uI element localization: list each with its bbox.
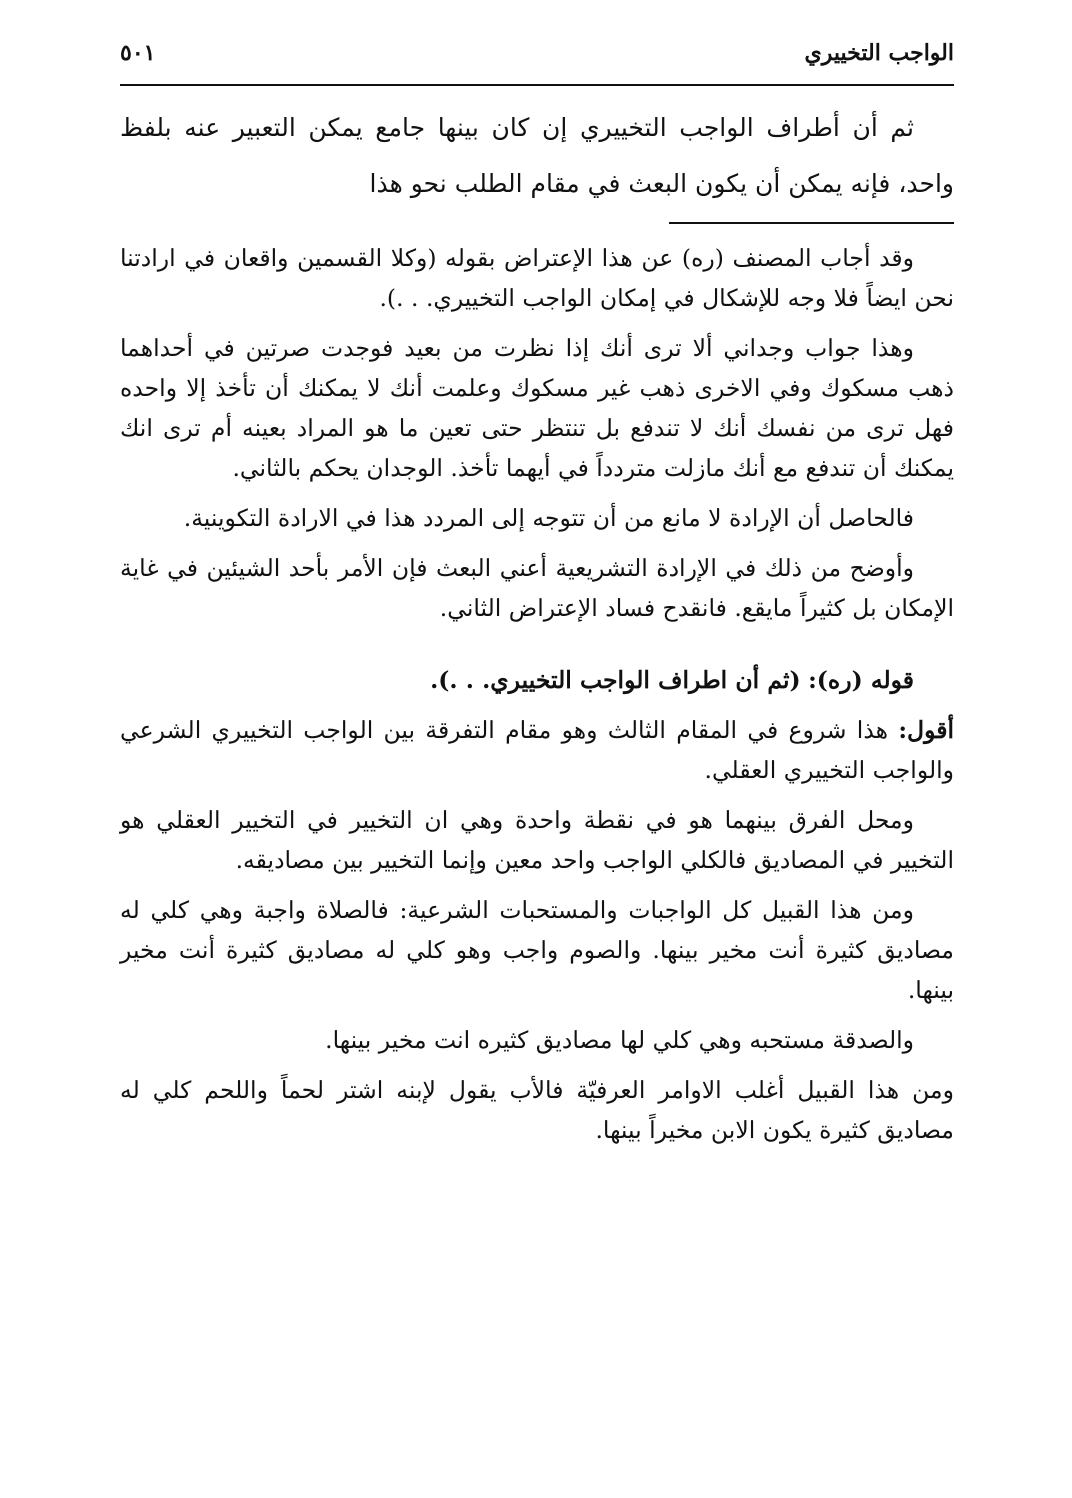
footnote-paragraph: ومن هذا القبيل كل الواجبات والمستحبات الشرعية: فالصلاة واجبة وهي كلي له مصاديق كثيرة أنت مخير بينها. والصوم واجب وهو كلي له مصاديق كثيرة أنت مخير بينها. — [120, 896, 954, 1004]
aqul-paragraph — [120, 710, 954, 790]
quote-paragraph — [120, 660, 954, 700]
page-number: ٥٠١ — [120, 40, 156, 66]
footnote-paragraph: ومن هذا القبيل أغلب الاوامر العرفيّة فالأب يقول لإبنه اشتر لحماً واللحم كلي له مصاديق كثيرة يكون الابن مخيراً بينها. — [120, 1076, 954, 1144]
aqul-text: هذا شروع في المقام الثالث وهو مقام التفرقة بين الواجب التخييري الشرعي والواجب التخييري العقلي. — [120, 716, 954, 784]
footnote-paragraph: وقد أجاب المصنف (ره) عن هذا الإعتراض بقوله (وكلا القسمين واقعان في ارادتنا نحن ايضاً فلا وجه للإشكال في إمكان الواجب التخييري. . .). — [120, 244, 954, 312]
page-header — [120, 40, 954, 80]
header-rule — [120, 84, 954, 86]
running-title: الواجب التخييري — [804, 40, 954, 66]
footnote-paragraph: وهذا جواب وجداني ألا ترى أنك إذا نظرت من بعيد فوجدت صرتين في أحداهما ذهب مسكوك وفي الاخرى ذهب غير مسكوك وعلمت أنك لا يمكنك أن تأخذ إلا واحده فهل ترى من نفسك أنك لا تندفع بل تنتظر حتى تعين ما هو المراد بعينه أم ترى انك يمكنك أن تندفع مع أنك مازلت متردداً في أيهما تأخذ. الوجدان يحكم بالثاني. — [120, 334, 954, 482]
book-page — [120, 40, 954, 1160]
footnote-paragraph: وأوضح من ذلك في الإرادة التشريعية أعني البعث فإن الأمر بأحد الشيئين في غاية الإمكان بل كثيراً مايقع. فانقدح فساد الإعتراض الثاني. — [120, 554, 954, 622]
footnote-paragraph: والصدقة مستحبه وهي كلي لها مصاديق كثيره انت مخير بينها. — [325, 1026, 914, 1054]
footnote-paragraph: ومحل الفرق بينهما هو في نقطة واحدة وهي ان التخيير في التخيير العقلي هو التخيير في المصاديق فالكلي الواجب واحد معين وإنما التخيير بين مصاديقه. — [120, 806, 954, 874]
quote-text: (ثم أن اطراف الواجب التخييري. . .). — [430, 666, 801, 694]
footnote-paragraph: فالحاصل أن الإرادة لا مانع من أن تتوجه إلى المردد هذا في الارادة التكوينية. — [183, 504, 914, 532]
footnote-separator — [669, 222, 954, 224]
footnote-section — [120, 238, 954, 1150]
section-gap — [120, 638, 954, 660]
main-text: ثم أن أطراف الواجب التخييري إن كان بينها جامع يمكن التعبير عنه بلفظ واحد، فإنه يمكن أن يكون البعث في مقام الطلب نحو هذا — [120, 113, 954, 198]
quote-label: قوله (ره): — [808, 666, 914, 694]
aqul-label: أقول: — [898, 716, 954, 744]
